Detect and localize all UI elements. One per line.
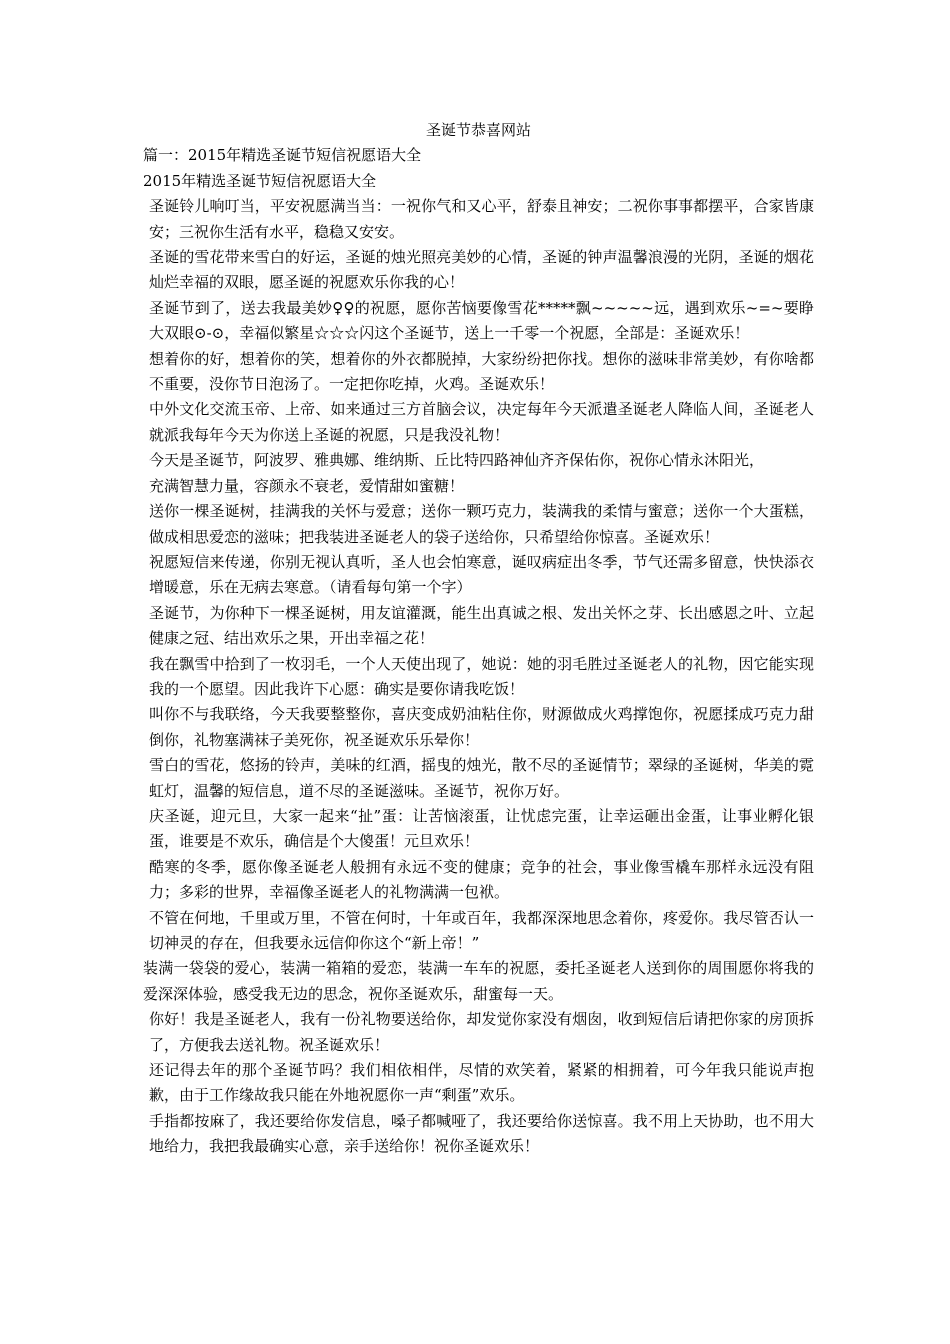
paragraph: 送你一棵圣诞树，挂满我的关怀与爱意；送你一颗巧克力，装满我的柔情与蜜意；送你一个大蛋糕，做成相思爱恋的滋味；把我装进圣诞老人的袋子送给你，只希望给你惊喜。圣诞欢乐！: [149, 502, 814, 546]
subheading: 2015年精选圣诞节短信祝愿语大全: [143, 171, 377, 190]
paragraph: 想着你的好，想着你的笑，想着你的外衣都脱掉，大家纷纷把你找。想你的滋味非常美妙，有你啥都不重要，没你节日泡汤了。一定把你吃掉，火鸡。圣诞欢乐！: [149, 349, 814, 394]
paragraph: 不管在何地，千里或万里，不管在何时，十年或百年，我都深深地思念着你，疼爱你。我尽管否认一切神灵的存在，但我要永远信仰你这个“新上帝！”: [149, 908, 814, 952]
paragraph: 还记得去年的那个圣诞节吗？我们相依相伴，尽情的欢笑着，紧紧的相拥着，可今年我只能说声抱歉，由于工作缘故我只能在外地祝愿你一声“剩蛋”欢乐。: [149, 1061, 814, 1105]
paragraph: 我在飘雪中拾到了一枚羽毛，一个人天使出现了，她说：她的羽毛胜过圣诞老人的礼物，因它能实现我的一个愿望。因此我许下心愿：确实是要你请我吃饭！: [149, 654, 814, 698]
paragraph: 祝愿短信来传递，你别无视认真听，圣人也会怕寒意，诞叹病症出冬季，节气还需多留意，快快添衣增暖意，乐在无病去寒意。（请看每句第一个字）: [149, 552, 814, 597]
document-title: 圣诞节恭喜网站: [425, 121, 531, 139]
paragraph: 你好！我是圣诞老人，我有一份礼物要送给你，却发觉你家没有烟囱，收到短信后请把你家的房顶拆了，方便我去送礼物。祝圣诞欢乐！: [149, 1010, 814, 1054]
paragraph: 叫你不与我联络，今天我要整整你，喜庆变成奶油粘住你，财源做成火鸡撑饱你，祝愿揉成巧克力甜倒你，礼物塞满袜子美死你，祝圣诞欢乐乐晕你！: [149, 705, 814, 749]
paragraph: 充满智慧力量，容颜永不衰老，爱情甜如蜜糖！: [149, 476, 465, 495]
paragraph: 酷寒的冬季，愿你像圣诞老人般拥有永远不变的健康；竞争的社会，事业像雪橇车那样永远没有阻力；多彩的世界，幸福像圣诞老人的礼物满满一包袱。: [149, 857, 814, 902]
document-page: [143, 118, 814, 1160]
section-heading: 篇一：2015年精选圣诞节短信祝愿语大全: [143, 146, 422, 165]
paragraph: 圣诞的雪花带来雪白的好运，圣诞的烛光照亮美妙的心情，圣诞的钟声温馨浪漫的光阴，圣诞的烟花灿烂幸福的双眼，愿圣诞的祝愿欢乐你我的心！: [149, 248, 814, 292]
paragraph: 雪白的雪花，悠扬的铃声，美味的红酒，摇曳的烛光，散不尽的圣诞情节；翠绿的圣诞树，华美的霓虹灯，温馨的短信息，道不尽的圣诞滋味。圣诞节，祝你万好。: [149, 756, 814, 800]
paragraph: 手指都按麻了，我还要给你发信息，嗓子都喊哑了，我还要给你送惊喜。我不用上天协助，也不用大地给力，我把我最确实心意，亲手送给你！祝你圣诞欢乐！: [149, 1111, 814, 1156]
paragraph: 庆圣诞，迎元旦，大家一起来“扯”蛋：让苦恼滚蛋，让忧虑完蛋，让幸运砸出金蛋，让事业孵化银蛋，谁要是不欢乐，确信是个大傻蛋！元旦欢乐！: [149, 806, 814, 851]
paragraph: 中外文化交流玉帝、上帝、如来通过三方首脑会议，决定每年今天派遣圣诞老人降临人间，圣诞老人就派我每年今天为你送上圣诞的祝愿，只是我没礼物！: [149, 400, 814, 444]
paragraph: 圣诞铃儿响叮当，平安祝愿满当当：一祝你气和又心平，舒泰且神安；二祝你事事都摆平，合家皆康安；三祝你生活有水平，稳稳又安安。: [149, 197, 814, 241]
paragraph: 今天是圣诞节，阿波罗、雅典娜、维纳斯、丘比特四路神仙齐齐保佑你，祝你心情永沐阳光，: [149, 451, 765, 470]
paragraph: 圣诞节到了，送去我最美妙♀♀的祝愿，愿你苦恼要像雪花*****飘~~~~~远，遇到欢乐~=~要睁大双眼⊙-⊙，幸福似繁星☆☆☆闪这个圣诞节，送上一千零一个祝愿，全部是：圣诞欢乐！: [149, 298, 814, 343]
paragraph: 圣诞节，为你种下一棵圣诞树，用友谊灌溉，能生出真诚之根、发出关怀之芽、长出感恩之叶、立起健康之冠、结出欢乐之果，开出幸福之花！: [149, 603, 814, 648]
paragraph: 装满一袋袋的爱心，装满一箱箱的爱恋，装满一车车的祝愿，委托圣诞老人送到你的周围愿你将我的爱深深体验，感受我无边的思念，祝你圣诞欢乐，甜蜜每一天。: [143, 959, 814, 1003]
